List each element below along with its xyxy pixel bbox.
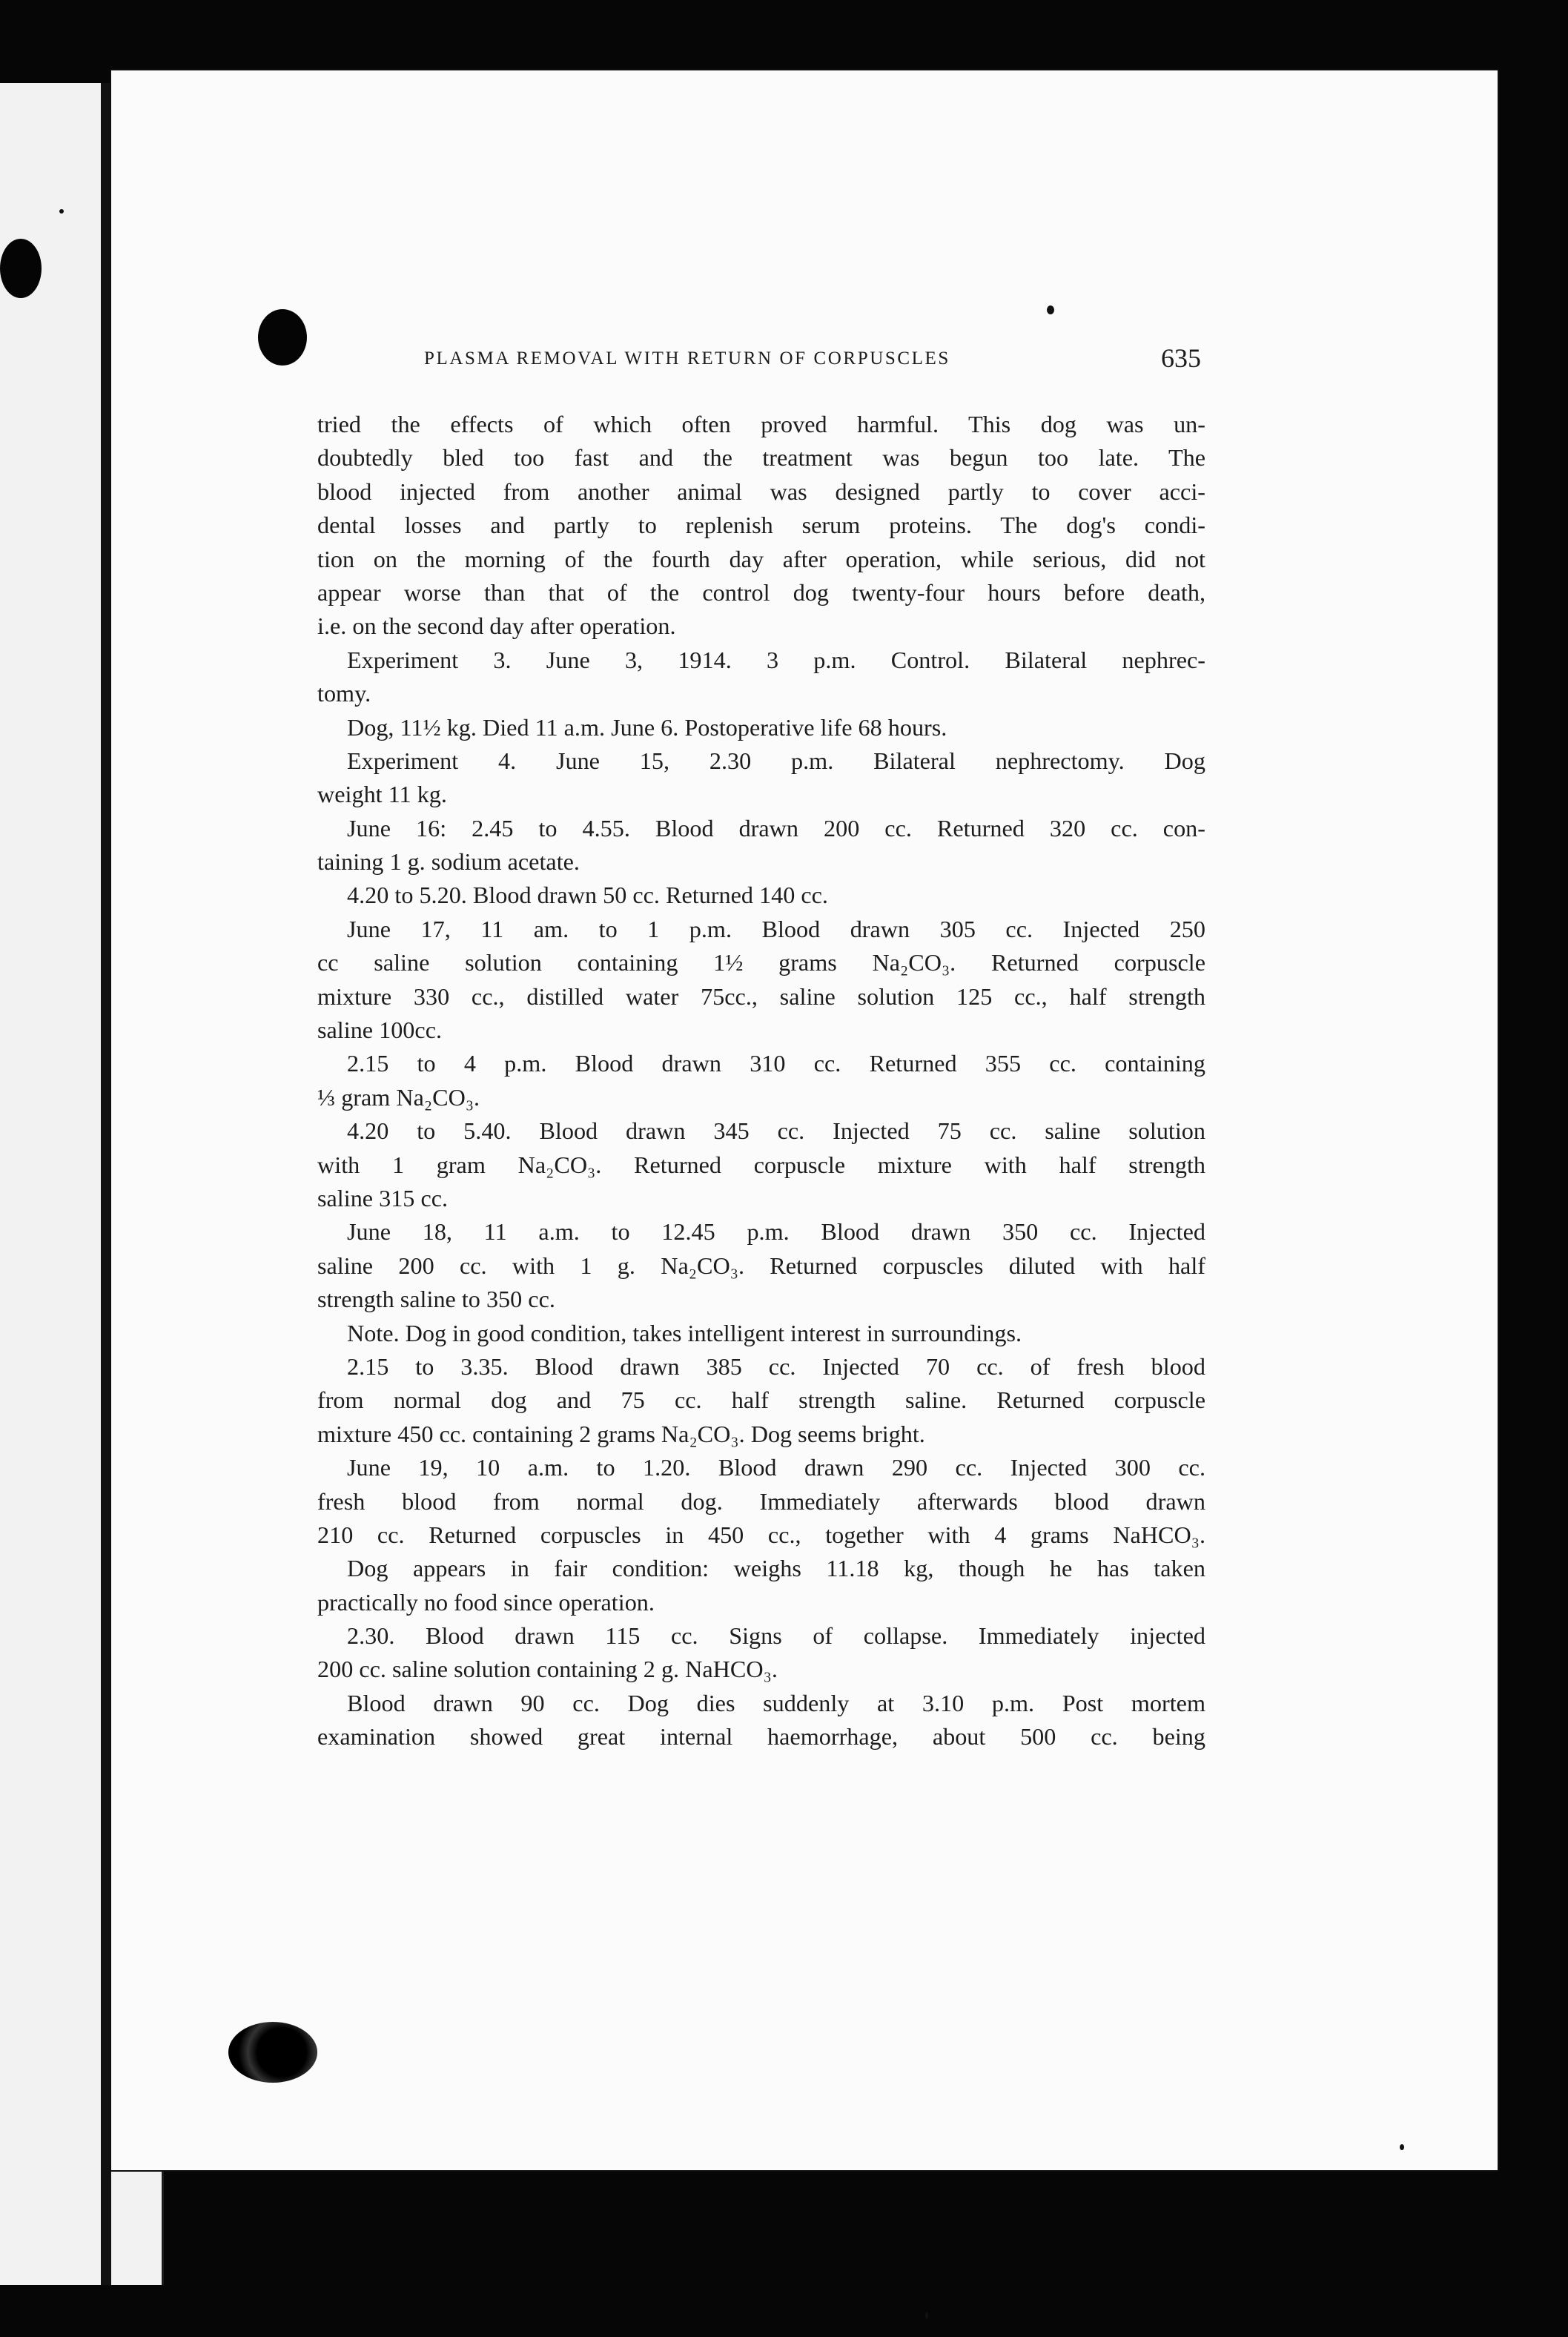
- text-line: Dog, 11½ kg. Died 11 a.m. June 6. Postoperative life 68 hours.: [347, 713, 947, 741]
- text-line: i.e. on the second day after operation.: [317, 612, 676, 640]
- binding-hole: [0, 239, 42, 298]
- text-line: Note. Dog in good condition, takes intelligent interest in surroundings.: [347, 1319, 1022, 1346]
- binding-hole: [258, 309, 307, 366]
- text-line: blood injected from another animal was designed partly to cover acci-: [317, 477, 1205, 505]
- text-line: strength saline to 350 cc.: [317, 1286, 555, 1313]
- text-line: 210 cc. Returned corpuscles in 450 cc., together with 4 grams NaHCO₃.: [317, 1521, 1205, 1548]
- text-line: weight 11 kg.: [317, 781, 447, 808]
- text-line: saline 315 cc.: [317, 1184, 449, 1212]
- text-line: examination showed great internal haemorrhage, about 500 cc. being: [317, 1723, 1205, 1751]
- page-gutter: [101, 83, 111, 2285]
- text-line: June 17, 11 am. to 1 p.m. Blood drawn 305 cc. Injected 250: [347, 915, 1205, 942]
- text-line: Experiment 4. June 15, 2.30 p.m. Bilateral nephrectomy. Dog: [347, 747, 1205, 774]
- speck: [1400, 2144, 1404, 2150]
- text-line: Experiment 3. June 3, 1914. 3 p.m. Control. Bilateral nephrec-: [347, 646, 1205, 673]
- text-line: 4.20 to 5.40. Blood drawn 345 cc. Injected 75 cc. saline solution: [347, 1117, 1205, 1145]
- text-line: June 16: 2.45 to 4.55. Blood drawn 200 cc. Returned 320 cc. con-: [347, 814, 1205, 842]
- text-line: with 1 gram Na₂CO₃. Returned corpuscle mixture with half strength: [317, 1151, 1205, 1178]
- text-line: ⅓ gram Na₂CO₃.: [317, 1083, 480, 1111]
- text-line: from normal dog and 75 cc. half strength saline. Returned corpuscle: [317, 1386, 1205, 1414]
- speck: [925, 2312, 928, 2319]
- text-line: June 19, 10 a.m. to 1.20. Blood drawn 290 cc. Injected 300 cc.: [347, 1454, 1205, 1481]
- speck: [59, 209, 64, 214]
- text-line: 2.15 to 3.35. Blood drawn 385 cc. Injected 70 cc. of fresh blood: [347, 1352, 1205, 1380]
- text-line: tion on the morning of the fourth day after operation, while serious, did not: [317, 545, 1205, 572]
- text-line: taining 1 g. sodium acetate.: [317, 848, 580, 876]
- binding-hole: [228, 2022, 317, 2083]
- text-line: Blood drawn 90 cc. Dog dies suddenly at 3.10 p.m. Post mortem: [347, 1689, 1205, 1716]
- running-head: PLASMA REMOVAL WITH RETURN OF CORPUSCLES: [424, 348, 950, 368]
- text-line: mixture 450 cc. containing 2 grams Na₂CO₃. Dog seems bright.: [317, 1420, 925, 1447]
- page-header: [424, 343, 1201, 378]
- page-number: 635: [1161, 343, 1201, 373]
- text-line: practically no food since operation.: [317, 1588, 655, 1616]
- text-line: 2.15 to 4 p.m. Blood drawn 310 cc. Returned 355 cc. containing: [347, 1050, 1205, 1077]
- text-line: cc saline solution containing 1½ grams Na₂CO₃. Returned corpuscle: [317, 949, 1205, 976]
- speck: [1047, 305, 1054, 314]
- text-line: mixture 330 cc., distilled water 75cc., saline solution 125 cc., half strength: [317, 982, 1205, 1010]
- text-line: 2.30. Blood drawn 115 cc. Signs of collapse. Immediately injected: [347, 1622, 1205, 1650]
- text-line: June 18, 11 a.m. to 12.45 p.m. Blood drawn 350 cc. Injected: [347, 1218, 1205, 1246]
- text-line: saline 100cc.: [317, 1017, 443, 1044]
- text-line: Dog appears in fair condition: weighs 11.18 kg, though he has taken: [347, 1555, 1205, 1582]
- body-text: [317, 408, 1205, 1754]
- text-line: doubtedly bled too fast and the treatment was begun too late. The: [317, 444, 1205, 472]
- text-line: dental losses and partly to replenish serum proteins. The dog's condi-: [317, 512, 1205, 539]
- text-line: appear worse than that of the control dog twenty-four hours before death,: [317, 578, 1205, 606]
- text-line: 4.20 to 5.20. Blood drawn 50 cc. Returned 140 cc.: [347, 882, 828, 909]
- text-line: tomy.: [317, 680, 371, 707]
- text-line: fresh blood from normal dog. Immediately afterwards blood drawn: [317, 1487, 1205, 1515]
- text-line: saline 200 cc. with 1 g. Na₂CO₃. Returned corpuscles diluted with half: [317, 1252, 1205, 1279]
- text-line: 200 cc. saline solution containing 2 g. NaHCO₃.: [317, 1656, 778, 1683]
- text-line: tried the effects of which often proved harmful. This dog was un-: [317, 411, 1205, 437]
